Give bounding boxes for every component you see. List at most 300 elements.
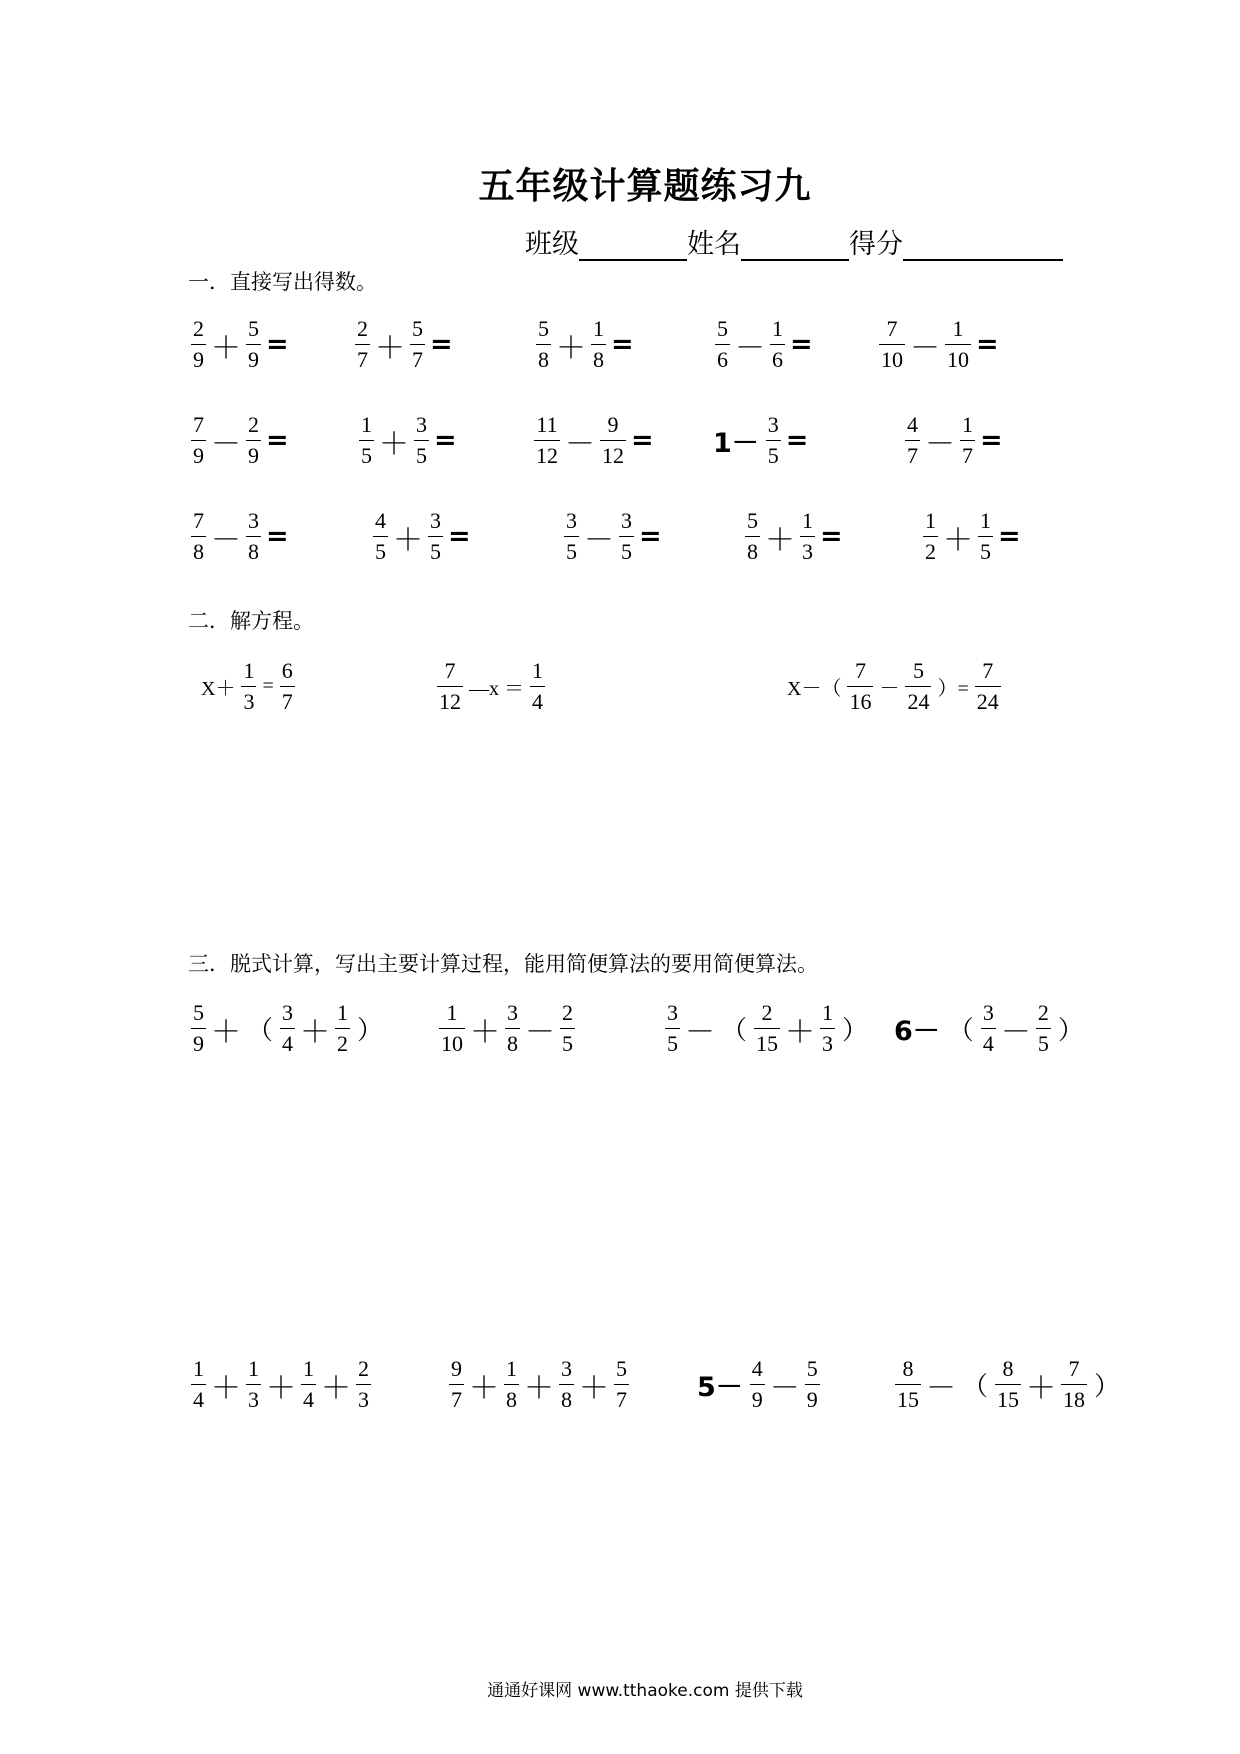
numerator: 3 [430,508,441,533]
fraction-bar [945,344,971,345]
numerator: 1 [925,508,936,533]
denominator: 5 [980,539,991,564]
operator: ＋ [579,1370,609,1406]
equation-symbol: = [262,675,274,697]
parenthesis: ） [1057,1016,1084,1046]
fraction [715,318,730,371]
denominator: 15 [897,1387,919,1412]
numerator: 1 [446,1000,458,1025]
numerator: 5 [248,316,259,341]
numerator: 2 [562,1000,573,1025]
numerator: 1 [822,1000,834,1025]
denominator: 5 [667,1031,678,1056]
fraction [359,414,374,467]
equation-symbol: X＋ [201,678,236,700]
fraction [564,510,579,563]
arithmetic-problem [533,318,634,371]
operator: ＋ [469,1370,499,1406]
fraction [975,660,1001,713]
denominator: 7 [281,689,293,714]
numerator: 7 [193,412,204,437]
numerator: 5 [717,316,728,341]
numerator: 1 [593,316,604,341]
numerator: 1 [243,658,255,683]
denominator: 3 [358,1387,369,1412]
equals-sign: = [631,425,654,456]
denominator: 12 [602,443,624,468]
parenthesis: ） [357,1016,384,1046]
fraction-bar [536,344,551,345]
score-label: 得分 [849,229,903,260]
arithmetic-problem [370,510,471,563]
numerator: 4 [907,412,918,437]
denominator: 2 [925,539,936,564]
operator: ＋ [321,1370,351,1406]
fraction [981,1002,996,1055]
fraction [241,660,256,713]
denominator: 5 [416,443,427,468]
denominator: 7 [412,347,423,372]
fraction-bar [665,1028,680,1029]
fraction [800,510,815,563]
fraction [191,1002,206,1055]
fraction [895,1358,921,1411]
arithmetic-problem [712,318,813,371]
numerator: 3 [282,1000,294,1025]
fraction [1061,1358,1087,1411]
fraction [847,660,873,713]
fraction-bar [414,440,429,441]
equals-sign: = [976,329,999,360]
operator: － [685,1014,715,1050]
fraction-bar [895,1384,921,1385]
fraction [191,414,206,467]
denominator: 3 [243,689,255,714]
fraction [530,660,545,713]
denominator: 10 [947,347,969,372]
section3-heading: 三．脱式计算，写出主要计算过程，能用简便算法的要用简便算法。 [188,952,818,976]
fraction [246,510,261,563]
fraction [905,660,931,713]
fraction [600,414,626,467]
denominator: 10 [441,1031,463,1056]
equals-sign: = [785,425,809,456]
section2-heading: 二．解方程。 [188,609,314,633]
fraction-bar [280,1028,295,1029]
denominator: 8 [507,1031,518,1056]
denominator: 8 [193,539,204,564]
numerator: 3 [621,508,632,533]
fraction-bar [766,440,781,441]
operator: － [910,330,940,366]
fraction [280,660,295,713]
fraction-bar [981,1028,996,1029]
fraction [449,1358,464,1411]
calculation-problem [446,1358,632,1411]
denominator: 4 [303,1387,314,1412]
equation [784,660,1004,713]
fraction-bar [428,536,443,537]
fraction [191,318,206,371]
denominator: 3 [802,539,813,564]
fraction-bar [504,1384,519,1385]
equals-sign: = [266,521,289,552]
whole-number-operator: 5－ [697,1372,743,1403]
operator: ＋ [211,1370,241,1406]
numerator: 11 [536,412,558,437]
denominator: 5 [375,539,386,564]
numerator: 5 [412,316,423,341]
fraction-bar [191,440,206,441]
arithmetic-problem [920,510,1021,563]
numerator: 7 [982,658,994,683]
fraction [879,318,905,371]
numerator: 7 [193,508,204,533]
fraction [301,1358,316,1411]
fraction-bar [754,1028,780,1029]
fraction-bar [359,440,374,441]
numerator: 2 [193,316,204,341]
arithmetic-problem [713,414,808,467]
fraction-bar [356,1384,371,1385]
footer-text: 通通好课网 www.tthaoke.com 提供下载 [487,1681,803,1701]
operator: ＋ [765,522,795,558]
numerator: 4 [751,1356,763,1381]
fraction-bar [191,344,206,345]
fraction [820,1002,835,1055]
denominator: 5 [361,443,372,468]
equals-sign: = [980,425,1003,456]
numerator: 6 [281,658,293,683]
equation-symbol: ）= [937,678,969,700]
fraction-bar [246,344,261,345]
numerator: 3 [982,1000,994,1025]
denominator: 12 [536,443,558,468]
fraction-bar [449,1384,464,1385]
fraction-bar [241,686,256,687]
denominator: 7 [616,1387,627,1412]
denominator: 4 [193,1387,204,1412]
numerator: 7 [444,658,456,683]
fraction-bar [978,536,993,537]
parenthesis: （ [962,1372,989,1402]
denominator: 9 [806,1387,818,1412]
fraction-bar [373,536,388,537]
operator: － [769,1370,800,1406]
denominator: 18 [1063,1387,1086,1412]
denominator: 3 [248,1387,259,1412]
numerator: 1 [337,1000,349,1025]
arithmetic-problem [902,414,1003,467]
fraction [191,510,206,563]
operator: － [735,330,765,366]
name-blank[interactable] [741,229,849,261]
fraction [1036,1002,1051,1055]
fraction-bar [879,344,905,345]
fraction-bar [560,1028,575,1029]
denominator: 5 [621,539,632,564]
denominator: 24 [976,689,999,714]
calculation-problem [892,1358,1124,1411]
calculation-problem [188,1358,374,1411]
fraction-bar [505,1028,520,1029]
denominator: 10 [881,347,903,372]
whole-number-operator: 6－ [894,1016,940,1047]
name-label: 姓名 [687,229,741,260]
fraction [559,1358,574,1411]
fraction [805,1358,820,1411]
denominator: 9 [193,347,204,372]
fraction-bar [246,536,261,537]
calculation-problem [894,1002,1088,1055]
fraction-bar [191,1384,206,1385]
denominator: 9 [751,1387,763,1412]
numerator: 2 [357,316,368,341]
fraction-bar [246,440,261,441]
numerator: 3 [416,412,427,437]
numerator: 5 [616,1356,627,1381]
operator: ＋ [470,1014,500,1050]
denominator: 6 [772,347,783,372]
numerator: 3 [561,1356,572,1381]
numerator: 1 [952,316,964,341]
calculation-problem [662,1002,872,1055]
denominator: 5 [1037,1031,1049,1056]
denominator: 9 [193,1031,204,1056]
operator: ＋ [1026,1370,1057,1406]
denominator: 7 [451,1387,462,1412]
denominator: 5 [430,539,441,564]
numerator: 1 [962,412,973,437]
calculation-problem [436,1002,578,1055]
operator: － [926,1370,956,1406]
fraction-bar [301,1384,316,1385]
equation [198,660,298,713]
numerator: 3 [767,412,779,437]
fraction-bar [995,1384,1021,1385]
numerator: 8 [902,1356,914,1381]
score-blank[interactable] [903,229,1063,261]
equation-symbol: —x ＝ [469,678,524,700]
fraction-bar [559,1384,574,1385]
numerator: 9 [451,1356,462,1381]
fraction-bar [715,344,730,345]
fraction-bar [975,686,1001,687]
fraction-bar [437,686,463,687]
fraction-bar [280,686,295,687]
fraction-bar [246,1384,261,1385]
fraction-bar [591,344,606,345]
class-label: 班级 [525,229,579,260]
fraction-bar [960,440,975,441]
denominator: 7 [962,443,973,468]
equals-sign: = [430,329,453,360]
numerator: 1 [772,316,783,341]
fraction [414,414,429,467]
numerator: 1 [802,508,813,533]
parenthesis: ） [842,1016,869,1046]
denominator: 5 [767,443,779,468]
numerator: 3 [248,508,259,533]
operator: － [925,426,955,462]
fraction [356,1358,371,1411]
numerator: 3 [507,1000,518,1025]
equals-sign: = [639,521,662,552]
fraction [534,414,560,467]
numerator: 3 [566,508,577,533]
numerator: 5 [538,316,549,341]
fraction [665,1002,680,1055]
class-blank[interactable] [579,229,687,261]
calculation-problem [697,1358,823,1411]
operator: ＋ [393,522,423,558]
fraction-bar [805,1384,820,1385]
fraction [754,1002,780,1055]
fraction-bar [191,536,206,537]
equation-symbol: － [879,678,900,700]
fraction [355,318,370,371]
fraction [536,318,551,371]
calculation-problem [188,1002,387,1055]
operator: － [584,522,614,558]
fraction-bar [439,1028,465,1029]
fraction [750,1358,765,1411]
parenthesis: （ [247,1016,274,1046]
numerator: 7 [854,658,866,683]
denominator: 7 [357,347,368,372]
numerator: 1 [248,1356,259,1381]
numerator: 3 [667,1000,678,1025]
operator: ＋ [300,1014,331,1050]
fraction [978,510,993,563]
numerator: 4 [375,508,386,533]
operator: ＋ [943,522,973,558]
numerator: 9 [607,412,619,437]
numerator: 1 [303,1356,314,1381]
numerator: 5 [912,658,924,683]
equals-sign: = [998,521,1021,552]
fraction-bar [191,1028,206,1029]
section1-heading: 一．直接写出得数。 [188,270,377,294]
denominator: 12 [439,689,461,714]
denominator: 8 [538,347,549,372]
fraction-bar [534,440,560,441]
denominator: 7 [907,443,918,468]
fraction [504,1358,519,1411]
denominator: 9 [193,443,204,468]
arithmetic-problem [742,510,843,563]
numerator: 2 [358,1356,369,1381]
fraction [745,510,760,563]
equation-symbol: X－（ [787,678,842,700]
fraction [246,414,261,467]
operator: ＋ [266,1370,296,1406]
denominator: 8 [248,539,259,564]
fraction [905,414,920,467]
fraction [923,510,938,563]
operator: ＋ [524,1370,554,1406]
denominator: 8 [747,539,758,564]
fraction [505,1002,520,1055]
denominator: 3 [822,1031,834,1056]
fraction-bar [614,1384,629,1385]
arithmetic-problem [352,318,453,371]
denominator: 15 [997,1387,1020,1412]
fraction-bar [750,1384,765,1385]
fraction [439,1002,465,1055]
denominator: 5 [566,539,577,564]
operator: － [1000,1014,1031,1050]
operator: ＋ [785,1014,816,1050]
fraction-bar [820,1028,835,1029]
fraction-bar [619,536,634,537]
arithmetic-problem [876,318,999,371]
fraction-bar [847,686,873,687]
fraction [410,318,425,371]
numerator: 5 [193,1000,204,1025]
fraction-bar [905,686,931,687]
operator: － [525,1014,555,1050]
fraction [770,318,785,371]
operator: － [211,426,241,462]
operator: ＋ [211,1014,241,1050]
fraction-bar [800,536,815,537]
parenthesis: ） [1094,1372,1121,1402]
numerator: 7 [886,316,898,341]
fraction [246,318,261,371]
fraction-bar [923,536,938,537]
denominator: 16 [849,689,872,714]
operator: ＋ [375,330,405,366]
fraction-bar [1061,1384,1087,1385]
denominator: 5 [562,1031,573,1056]
equals-sign: = [448,521,471,552]
numerator: 1 [980,508,991,533]
numerator: 1 [506,1356,517,1381]
equals-sign: = [266,329,289,360]
arithmetic-problem [531,414,654,467]
arithmetic-problem [188,510,289,563]
operator: － [565,426,595,462]
numerator: 2 [1037,1000,1049,1025]
equals-sign: = [790,329,813,360]
fraction [945,318,971,371]
numerator: 7 [1068,1356,1080,1381]
denominator: 4 [282,1031,294,1056]
fraction [995,1358,1021,1411]
numerator: 5 [747,508,758,533]
fraction-bar [564,536,579,537]
fraction-bar [770,344,785,345]
denominator: 8 [593,347,604,372]
page-title: 五年级计算题练习九 [478,166,812,207]
whole-number-operator: 1－ [713,428,759,459]
denominator: 15 [756,1031,779,1056]
numerator: 1 [361,412,372,437]
denominator: 9 [248,443,259,468]
numerator: 2 [761,1000,773,1025]
fraction-bar [600,440,626,441]
fraction-bar [410,344,425,345]
fraction [960,414,975,467]
arithmetic-problem [188,318,289,371]
denominator: 6 [717,347,728,372]
equals-sign: = [434,425,457,456]
parenthesis: （ [721,1016,748,1046]
fraction [591,318,606,371]
fraction [280,1002,295,1055]
numerator: 1 [532,658,543,683]
